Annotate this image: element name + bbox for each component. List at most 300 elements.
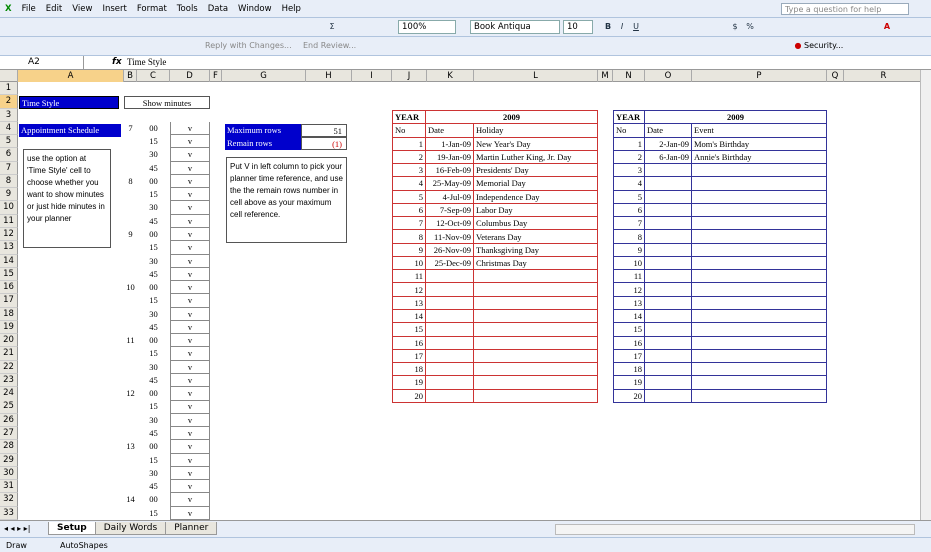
autosum-icon[interactable]: Σ xyxy=(329,22,335,31)
time-mark-cell[interactable]: v xyxy=(170,334,210,347)
name-cell[interactable] xyxy=(474,296,598,309)
no-cell[interactable]: 19 xyxy=(614,376,645,389)
menu-item-tools[interactable]: Tools xyxy=(176,3,198,14)
table-row xyxy=(393,150,598,163)
row-header[interactable]: 13 xyxy=(0,241,18,254)
no-cell[interactable]: 8 xyxy=(393,230,426,243)
minute-label: 15 xyxy=(149,401,158,412)
name-cell[interactable] xyxy=(692,323,827,336)
table-header: Holiday xyxy=(474,124,598,137)
column-header-A[interactable]: A xyxy=(18,70,124,82)
time-mark-cell[interactable]: v xyxy=(170,440,210,453)
year-value[interactable]: 2009 xyxy=(645,111,827,124)
name-cell[interactable] xyxy=(692,296,827,309)
no-cell[interactable]: 18 xyxy=(614,363,645,376)
date-cell[interactable] xyxy=(645,256,692,269)
row-header[interactable]: 4 xyxy=(0,122,18,135)
table-header: Date xyxy=(426,124,474,137)
minute-label: 00 xyxy=(149,441,158,452)
no-cell[interactable]: 13 xyxy=(614,296,645,309)
name-cell[interactable] xyxy=(692,376,827,389)
column-header-P[interactable]: P xyxy=(692,70,827,82)
time-mark-cell[interactable]: v xyxy=(170,480,210,493)
column-header-C[interactable]: C xyxy=(137,70,170,82)
tab-nav-arrows-icon[interactable]: ◂ ◂ ▸ ▸| xyxy=(4,524,31,533)
no-cell[interactable]: 14 xyxy=(393,309,426,322)
row-header[interactable]: 27 xyxy=(0,427,18,440)
max-rows-value[interactable]: 51 xyxy=(301,124,347,137)
no-cell[interactable]: 17 xyxy=(393,349,426,362)
percent-icon[interactable]: % xyxy=(746,22,754,31)
column-header-D[interactable]: D xyxy=(170,70,210,82)
date-cell[interactable]: 7-Sep-09 xyxy=(426,203,474,216)
event-table xyxy=(613,110,827,403)
row-header[interactable]: 15 xyxy=(0,268,18,281)
row-header[interactable]: 6 xyxy=(0,148,18,161)
reviewing-toolbar xyxy=(0,37,931,56)
row-header[interactable]: 30 xyxy=(0,467,18,480)
row-header[interactable]: 32 xyxy=(0,493,18,506)
no-cell[interactable]: 20 xyxy=(393,389,426,402)
date-cell[interactable] xyxy=(645,389,692,402)
table-header: Event xyxy=(692,124,827,137)
row-header[interactable]: 1 xyxy=(0,82,18,95)
minute-label: 45 xyxy=(149,481,158,492)
date-cell[interactable] xyxy=(426,270,474,283)
name-cell[interactable] xyxy=(692,389,827,402)
date-cell[interactable]: 6-Jan-09 xyxy=(645,150,692,163)
table-row xyxy=(393,336,598,349)
date-cell[interactable] xyxy=(645,376,692,389)
name-cell[interactable]: Thanksgiving Day xyxy=(474,243,598,256)
no-cell[interactable]: 7 xyxy=(393,217,426,230)
row-header[interactable]: 21 xyxy=(0,347,18,360)
name-cell[interactable] xyxy=(474,389,598,402)
formula-bar xyxy=(0,56,931,70)
sheet-tab-bar xyxy=(0,520,931,537)
menu-item-window[interactable]: Window xyxy=(238,3,272,14)
row-header[interactable]: 20 xyxy=(0,334,18,347)
no-cell[interactable]: 12 xyxy=(614,283,645,296)
date-cell[interactable] xyxy=(426,363,474,376)
table-row xyxy=(614,323,827,336)
date-cell[interactable] xyxy=(426,349,474,362)
table-row xyxy=(614,376,827,389)
date-cell[interactable] xyxy=(645,363,692,376)
column-header-H[interactable]: H xyxy=(306,70,352,82)
time-mark-cell[interactable]: v xyxy=(170,427,210,440)
hour-label: 7 xyxy=(128,122,133,133)
row-header[interactable]: 11 xyxy=(0,215,18,228)
date-cell[interactable]: 25-May-09 xyxy=(426,177,474,190)
menu-item-file[interactable]: File xyxy=(21,3,36,14)
date-cell[interactable] xyxy=(426,389,474,402)
name-cell[interactable] xyxy=(692,164,827,177)
row-header[interactable]: 12 xyxy=(0,228,18,241)
date-cell[interactable] xyxy=(645,349,692,362)
table-row xyxy=(614,296,827,309)
minute-label: 00 xyxy=(149,494,158,505)
select-all-corner[interactable] xyxy=(0,70,18,82)
name-cell[interactable] xyxy=(692,270,827,283)
menu-item-edit[interactable]: Edit xyxy=(45,3,63,14)
bold-icon[interactable]: B xyxy=(604,22,612,31)
column-header-F[interactable]: F xyxy=(210,70,222,82)
name-cell[interactable] xyxy=(474,270,598,283)
table-row xyxy=(614,137,827,150)
time-mark-cell[interactable]: v xyxy=(170,148,210,161)
column-header-O[interactable]: O xyxy=(645,70,692,82)
time-mark-cell[interactable]: v xyxy=(170,387,210,400)
formula-input[interactable]: Time Style xyxy=(127,57,167,67)
no-cell[interactable]: 5 xyxy=(614,190,645,203)
no-cell[interactable]: 3 xyxy=(614,164,645,177)
date-cell[interactable]: 4-Jul-09 xyxy=(426,190,474,203)
date-cell[interactable]: 11-Nov-09 xyxy=(426,230,474,243)
hour-label: 11 xyxy=(126,335,135,346)
name-cell[interactable]: New Year's Day xyxy=(474,137,598,150)
no-cell[interactable]: 16 xyxy=(614,336,645,349)
zoom-select[interactable]: 100% xyxy=(398,20,456,34)
name-cell[interactable] xyxy=(692,349,827,362)
font-size-select[interactable]: 10 xyxy=(563,20,593,34)
row-header[interactable]: 8 xyxy=(0,175,18,188)
date-cell[interactable]: 1-Jan-09 xyxy=(426,137,474,150)
time-mark-cell[interactable]: v xyxy=(170,294,210,307)
horizontal-scrollbar[interactable] xyxy=(555,524,915,535)
table-row xyxy=(393,256,598,269)
no-cell[interactable]: 11 xyxy=(393,270,426,283)
autoshapes-menu[interactable]: AutoShapes xyxy=(60,541,108,550)
date-cell[interactable] xyxy=(645,190,692,203)
fx-icon[interactable]: fx xyxy=(112,57,122,67)
no-cell[interactable]: 16 xyxy=(393,336,426,349)
table-row xyxy=(614,177,827,190)
date-cell[interactable] xyxy=(426,283,474,296)
date-cell[interactable] xyxy=(645,323,692,336)
time-mark-cell[interactable]: v xyxy=(170,255,210,268)
name-cell[interactable] xyxy=(692,190,827,203)
hour-label: 10 xyxy=(126,282,135,293)
date-cell[interactable]: 26-Nov-09 xyxy=(426,243,474,256)
row-header[interactable]: 18 xyxy=(0,308,18,321)
no-cell[interactable]: 5 xyxy=(393,190,426,203)
table-row xyxy=(393,137,598,150)
tab-daily-words[interactable]: Daily Words xyxy=(95,522,166,535)
table-row xyxy=(614,270,827,283)
name-cell[interactable] xyxy=(692,230,827,243)
date-cell[interactable]: 16-Feb-09 xyxy=(426,164,474,177)
menu-item-help[interactable]: Help xyxy=(281,3,301,14)
minute-label: 15 xyxy=(149,454,158,465)
time-mark-cell[interactable]: v xyxy=(170,162,210,175)
date-cell[interactable] xyxy=(645,270,692,283)
no-cell[interactable]: 18 xyxy=(393,363,426,376)
name-cell[interactable] xyxy=(692,203,827,216)
no-cell[interactable]: 7 xyxy=(614,217,645,230)
row-header[interactable]: 9 xyxy=(0,188,18,201)
table-row xyxy=(614,389,827,402)
date-cell[interactable] xyxy=(645,164,692,177)
row-header[interactable]: 24 xyxy=(0,387,18,400)
no-cell[interactable]: 9 xyxy=(614,243,645,256)
name-cell[interactable] xyxy=(692,256,827,269)
row-header[interactable]: 5 xyxy=(0,135,18,148)
date-cell[interactable] xyxy=(645,203,692,216)
year-label: YEAR xyxy=(614,111,645,124)
time-style-select[interactable]: Show minutes xyxy=(124,96,210,109)
menu-item-insert[interactable]: Insert xyxy=(102,3,127,14)
row-header[interactable]: 14 xyxy=(0,255,18,268)
tab-planner[interactable]: Planner xyxy=(165,522,217,535)
name-cell[interactable] xyxy=(692,309,827,322)
date-cell[interactable] xyxy=(426,309,474,322)
column-header-B[interactable]: B xyxy=(124,70,137,82)
column-header-K[interactable]: K xyxy=(427,70,474,82)
date-cell[interactable]: 19-Jan-09 xyxy=(426,150,474,163)
table-header: No xyxy=(614,124,645,137)
menu-item-data[interactable]: Data xyxy=(207,3,229,14)
minute-label: 45 xyxy=(149,428,158,439)
no-cell[interactable]: 2 xyxy=(393,150,426,163)
no-cell[interactable]: 8 xyxy=(614,230,645,243)
record-icon[interactable]: ● xyxy=(794,41,802,50)
time-mark-cell[interactable]: v xyxy=(170,228,210,241)
date-cell[interactable] xyxy=(645,230,692,243)
row-header[interactable]: 26 xyxy=(0,414,18,427)
name-cell[interactable] xyxy=(692,363,827,376)
worksheet-grid[interactable] xyxy=(18,82,920,520)
no-cell[interactable]: 1 xyxy=(614,137,645,150)
time-mark-cell[interactable]: v xyxy=(170,201,210,214)
row-header[interactable]: 29 xyxy=(0,454,18,467)
no-cell[interactable]: 20 xyxy=(614,389,645,402)
name-cell[interactable] xyxy=(474,309,598,322)
italic-icon[interactable]: I xyxy=(620,22,624,31)
no-cell[interactable]: 11 xyxy=(614,270,645,283)
hour-label: 13 xyxy=(126,441,135,452)
column-header-G[interactable]: G xyxy=(222,70,306,82)
no-cell[interactable]: 15 xyxy=(614,323,645,336)
row-header[interactable]: 2 xyxy=(0,95,18,108)
no-cell[interactable]: 15 xyxy=(393,323,426,336)
name-cell[interactable] xyxy=(474,336,598,349)
date-cell[interactable] xyxy=(645,177,692,190)
name-cell[interactable] xyxy=(474,363,598,376)
minute-label: 30 xyxy=(149,149,158,160)
time-mark-cell[interactable]: v xyxy=(170,414,210,427)
no-cell[interactable]: 3 xyxy=(393,164,426,177)
name-cell[interactable] xyxy=(692,283,827,296)
name-cell[interactable]: Memorial Day xyxy=(474,177,598,190)
row-header[interactable]: 17 xyxy=(0,294,18,307)
minute-label: 00 xyxy=(149,335,158,346)
column-header-M[interactable]: M xyxy=(598,70,613,82)
name-cell[interactable] xyxy=(692,177,827,190)
row-header[interactable]: 10 xyxy=(0,201,18,214)
name-cell[interactable]: Mom's Birthday xyxy=(692,137,827,150)
row-header[interactable]: 3 xyxy=(0,109,18,122)
column-header-J[interactable]: J xyxy=(392,70,427,82)
time-mark-cell[interactable]: v xyxy=(170,188,210,201)
time-mark-cell[interactable]: v xyxy=(170,493,210,506)
font-select[interactable]: Book Antiqua xyxy=(470,20,560,34)
name-cell[interactable] xyxy=(692,217,827,230)
column-header-R[interactable]: R xyxy=(844,70,924,82)
no-cell[interactable]: 4 xyxy=(614,177,645,190)
minute-label: 45 xyxy=(149,321,158,332)
no-cell[interactable]: 19 xyxy=(393,376,426,389)
row-header[interactable]: 31 xyxy=(0,480,18,493)
time-mark-cell[interactable]: v xyxy=(170,241,210,254)
draw-menu[interactable]: Draw xyxy=(6,541,27,550)
underline-icon[interactable]: U xyxy=(633,22,639,31)
reply-changes-button[interactable]: Reply with Changes... xyxy=(205,41,292,50)
name-cell[interactable] xyxy=(474,349,598,362)
time-mark-cell[interactable]: v xyxy=(170,361,210,374)
date-cell[interactable]: 25-Dec-09 xyxy=(426,256,474,269)
name-cell[interactable]: Annie's Birthday xyxy=(692,150,827,163)
minute-label: 00 xyxy=(149,122,158,133)
table-row xyxy=(614,349,827,362)
remain-rows-value[interactable]: (1) xyxy=(301,137,347,150)
date-cell[interactable] xyxy=(645,336,692,349)
drawing-toolbar xyxy=(0,537,931,552)
date-cell[interactable]: 12-Oct-09 xyxy=(426,217,474,230)
date-cell[interactable] xyxy=(645,309,692,322)
row-header[interactable]: 7 xyxy=(0,162,18,175)
time-mark-cell[interactable]: v xyxy=(170,374,210,387)
name-cell[interactable]: Martin Luther King, Jr. Day xyxy=(474,150,598,163)
column-header-N[interactable]: N xyxy=(613,70,645,82)
row-header[interactable]: 28 xyxy=(0,440,18,453)
tip-box: Put V in left column to pick your planner time reference, and use the the remain rows number in cell above as your maximum cell reference. xyxy=(226,157,347,243)
hour-label: 8 xyxy=(128,175,133,186)
date-cell[interactable] xyxy=(645,217,692,230)
name-cell[interactable] xyxy=(474,323,598,336)
minute-label: 30 xyxy=(149,308,158,319)
year-value[interactable]: 2009 xyxy=(426,111,598,124)
row-header[interactable]: 25 xyxy=(0,400,18,413)
name-cell[interactable]: Columbus Day xyxy=(474,217,598,230)
no-cell[interactable]: 2 xyxy=(614,150,645,163)
minute-label: 15 xyxy=(149,348,158,359)
column-header-L[interactable]: L xyxy=(474,70,598,82)
excel-icon[interactable]: X xyxy=(5,3,12,14)
no-cell[interactable]: 6 xyxy=(614,203,645,216)
name-cell[interactable] xyxy=(474,283,598,296)
time-mark-cell[interactable]: v xyxy=(170,281,210,294)
menu-item-view[interactable]: View xyxy=(72,3,93,14)
minute-label: 30 xyxy=(149,202,158,213)
row-header[interactable]: 16 xyxy=(0,281,18,294)
font-color-icon[interactable]: A xyxy=(883,22,891,31)
time-mark-cell[interactable]: v xyxy=(170,175,210,188)
time-mark-cell[interactable]: v xyxy=(170,308,210,321)
security-button[interactable]: Security... xyxy=(804,41,844,50)
table-header: No xyxy=(393,124,426,137)
name-cell[interactable]: Labor Day xyxy=(474,203,598,216)
column-header-Q[interactable]: Q xyxy=(827,70,844,82)
no-cell[interactable]: 1 xyxy=(393,137,426,150)
year-label: YEAR xyxy=(393,111,426,124)
date-cell[interactable] xyxy=(645,296,692,309)
time-mark-cell[interactable]: v xyxy=(170,321,210,334)
column-header-I[interactable]: I xyxy=(352,70,392,82)
table-row xyxy=(393,270,598,283)
time-mark-cell[interactable]: v xyxy=(170,268,210,281)
name-cell[interactable]: Christmas Day xyxy=(474,256,598,269)
name-cell[interactable] xyxy=(692,243,827,256)
no-cell[interactable]: 6 xyxy=(393,203,426,216)
end-review-button[interactable]: End Review... xyxy=(303,41,357,50)
date-cell[interactable] xyxy=(645,243,692,256)
minute-label: 45 xyxy=(149,162,158,173)
time-mark-cell[interactable]: v xyxy=(170,400,210,413)
table-row xyxy=(393,164,598,177)
vertical-scrollbar[interactable] xyxy=(920,70,931,520)
name-box[interactable]: A2 xyxy=(0,56,84,69)
row-header[interactable]: 23 xyxy=(0,374,18,387)
no-cell[interactable]: 4 xyxy=(393,177,426,190)
hour-label: 9 xyxy=(128,228,133,239)
name-cell[interactable]: Independence Day xyxy=(474,190,598,203)
minute-label: 45 xyxy=(149,374,158,385)
table-row xyxy=(393,323,598,336)
date-cell[interactable]: 2-Jan-09 xyxy=(645,137,692,150)
name-cell[interactable]: Presidents' Day xyxy=(474,164,598,177)
menu-item-format[interactable]: Format xyxy=(136,3,167,14)
minute-label: 45 xyxy=(149,268,158,279)
date-cell[interactable] xyxy=(426,323,474,336)
time-mark-cell[interactable]: v xyxy=(170,467,210,480)
date-cell[interactable] xyxy=(426,336,474,349)
tab-setup[interactable]: Setup xyxy=(48,522,96,535)
table-row xyxy=(614,164,827,177)
time-mark-cell[interactable]: v xyxy=(170,135,210,148)
time-mark-cell[interactable]: v xyxy=(170,215,210,228)
date-cell[interactable] xyxy=(426,376,474,389)
row-header[interactable]: 33 xyxy=(0,507,18,520)
no-cell[interactable]: 10 xyxy=(393,256,426,269)
minute-label: 45 xyxy=(149,215,158,226)
name-cell[interactable] xyxy=(692,336,827,349)
time-mark-cell[interactable]: v xyxy=(170,347,210,360)
date-cell[interactable] xyxy=(426,296,474,309)
help-search-input[interactable]: Type a question for help xyxy=(781,3,909,15)
remain-rows-label: Remain rows xyxy=(225,137,301,150)
no-cell[interactable]: 17 xyxy=(614,349,645,362)
table-row xyxy=(393,230,598,243)
no-cell[interactable]: 13 xyxy=(393,296,426,309)
hour-label: 14 xyxy=(126,494,135,505)
time-mark-cell[interactable] xyxy=(170,507,210,520)
table-row xyxy=(614,203,827,216)
table-row xyxy=(393,190,598,203)
no-cell[interactable]: 10 xyxy=(614,256,645,269)
time-mark-cell[interactable]: v xyxy=(170,122,210,135)
name-cell[interactable] xyxy=(474,376,598,389)
currency-icon[interactable]: $ xyxy=(732,22,738,31)
row-header[interactable]: 22 xyxy=(0,361,18,374)
date-cell[interactable] xyxy=(645,283,692,296)
row-header[interactable]: 19 xyxy=(0,321,18,334)
time-mark-cell[interactable]: v xyxy=(170,454,210,467)
no-cell[interactable]: 12 xyxy=(393,283,426,296)
no-cell[interactable]: 9 xyxy=(393,243,426,256)
no-cell[interactable]: 14 xyxy=(614,309,645,322)
name-cell[interactable]: Veterans Day xyxy=(474,230,598,243)
